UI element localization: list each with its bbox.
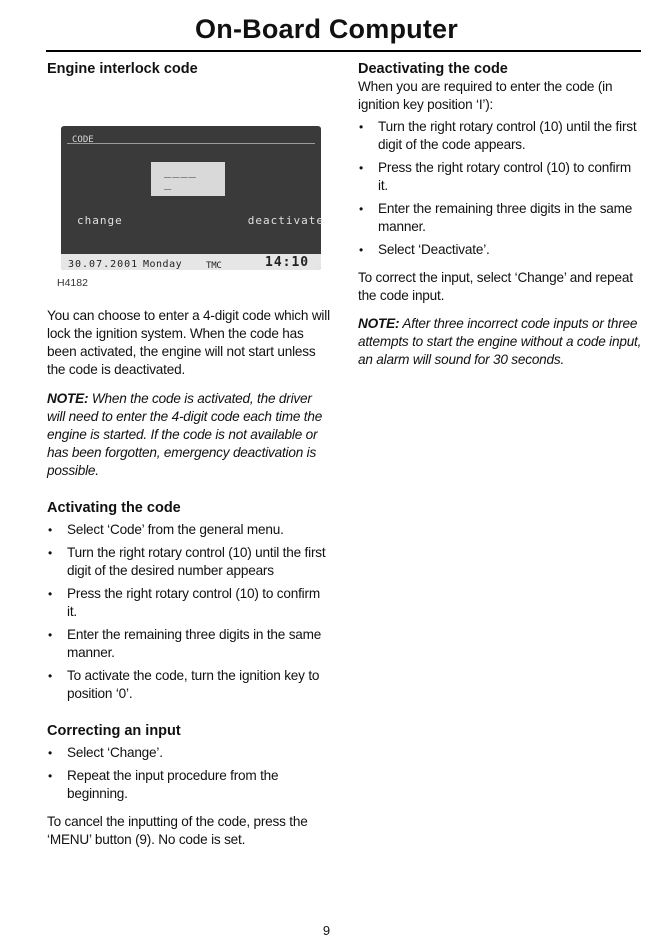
code-entry-box [151,162,225,196]
list-item: • Turn the right rotary control (10) until the first digit of the code appears. [358,118,642,154]
list-item: • Enter the remaining three digits in the same manner. [47,626,331,662]
list-item: • Repeat the input procedure from the beginning. [47,767,331,803]
list-item: • Press the right rotary control (10) to confirm it. [358,159,642,195]
activating-list [47,521,331,703]
section-heading-activating: Activating the code [47,500,181,516]
list-item: • Select ‘Deactivate’. [358,241,642,259]
note-body: When the code is activated, the driver will need to enter the 4-digit code each time the engine is started. If the code is not available or has been forgotten, emergency deactivation is possible. [47,391,323,478]
left-column [47,60,331,849]
display-figure [47,78,329,288]
status-date: 30.07.2001 [68,259,139,270]
figure-reference: H4182 [57,277,88,289]
page-number: 9 [322,923,331,938]
note-label: NOTE: [358,316,400,331]
screen-status-bar [61,254,321,270]
section-heading-deactivating: Deactivating the code [358,61,508,77]
note-paragraph-alarm [358,315,642,369]
list-item: • Select ‘Change’. [47,744,331,762]
screen-deactivate-option: deactivate [247,214,324,227]
list-item: • Enter the remaining three digits in the same manner. [358,200,642,236]
correct-paragraph: To correct the input, select ‘Change’ and repeat the code input. [358,270,633,303]
note-paragraph [47,390,331,480]
note-label: NOTE: [47,391,89,406]
screen-divider [67,143,315,144]
page-title: On-Board Computer [195,14,458,44]
deactivating-list [358,118,642,259]
list-item: • To activate the code, turn the ignition key to position ‘0’. [47,667,331,703]
screen-change-option: change [77,214,123,227]
deactivating-intro: When you are required to enter the code (in ignition key position ‘I’): [358,79,613,112]
section-heading-engine-interlock: Engine interlock code [47,61,198,77]
status-day: Monday [143,259,183,270]
list-item: • Select ‘Code’ from the general menu. [47,521,331,539]
list-item: • Turn the right rotary control (10) until the first digit of the desired number appears [47,544,331,580]
title-rule [46,50,641,52]
right-column [358,60,642,369]
status-time: 14:10 [265,255,310,270]
list-item: • Press the right rotary control (10) to confirm it. [47,585,331,621]
note-body: After three incorrect code inputs or three attempts to start the engine without a code input, an alarm will sound for 30 seconds. [358,316,642,367]
display-screen [61,126,324,271]
status-tmc: TMC [206,261,222,271]
correcting-list [47,744,331,803]
cancel-paragraph: To cancel the inputting of the code, press the ‘MENU’ button (9). No code is set. [47,814,308,847]
section-heading-correcting: Correcting an input [47,723,181,739]
intro-paragraph: You can choose to enter a 4-digit code which will lock the ignition system. When the code has been activated, the engine will not start unless the code is deactivated. [47,308,330,377]
screen-code-label: CODE [72,135,94,145]
code-placeholder: ____ _ [164,164,197,190]
